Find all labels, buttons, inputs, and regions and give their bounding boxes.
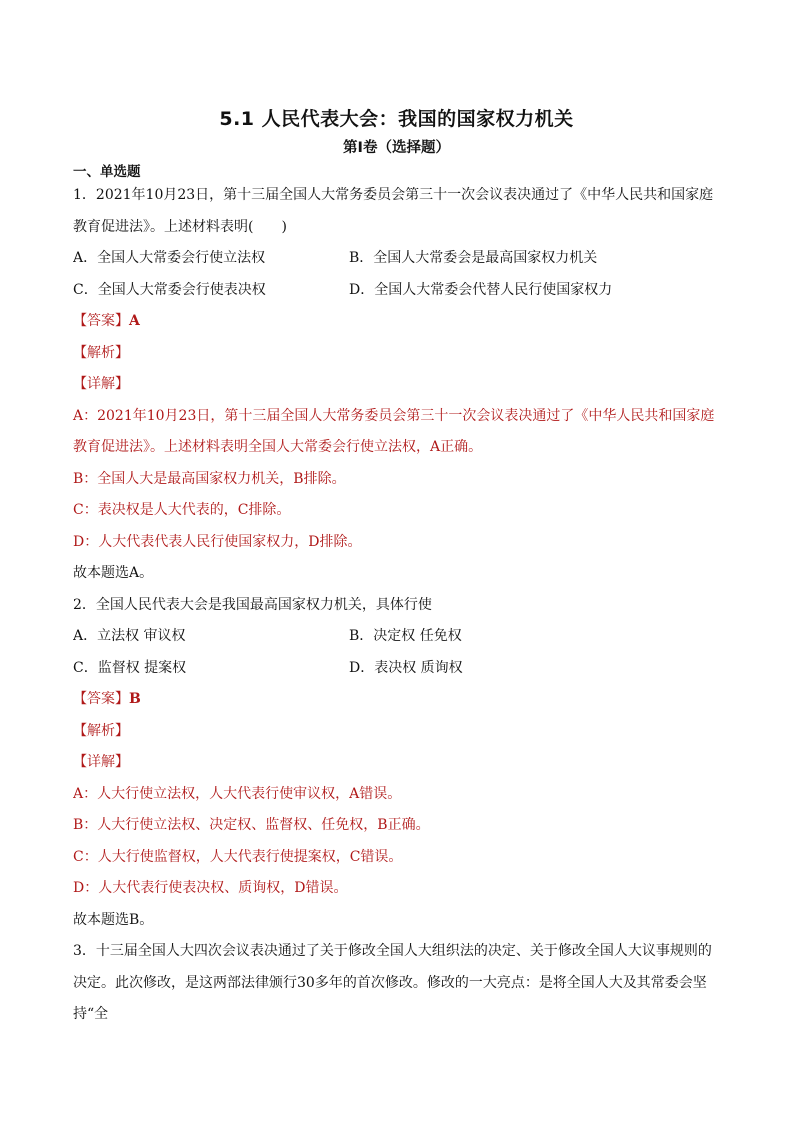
document-subtitle: 第Ⅰ卷（选择题） — [343, 140, 450, 156]
analysis-line-c: C：人大行使监督权，人大代表行使提案权，C错误。 — [73, 848, 403, 865]
conclusion: 故本题选B。 — [73, 911, 154, 928]
questions-body — [73, 180, 723, 1031]
question-3 — [73, 936, 723, 1031]
question-stem: 3．十三届全国人大四次会议表决通过了关于修改全国人大组织法的决定、关于修改全国人大议事规则的决定。此次修改，是这两部法律颁行30多年的首次修改。修改的一大亮点：是将全国人大及其常委会坚持“全 — [73, 943, 712, 1022]
document-title: 5.1 人民代表大会：我国的国家权力机关 — [219, 108, 574, 130]
conclusion: 故本题选A。 — [73, 565, 154, 581]
analysis-line-d: D：人大代表代表人民行使国家权力，D排除。 — [73, 533, 362, 550]
option-c: C．全国人大常委会行使表决权 — [73, 281, 266, 298]
options-row — [73, 621, 723, 653]
answer-line — [73, 306, 723, 338]
question-stem: 2．全国人民代表大会是我国最高国家权力机关，具体行使 — [73, 596, 432, 613]
analysis-line-a: A：2021年10月23日，第十三届全国人大常务委员会第三十一次会议表决通过了《中华人民共和国家庭教育促进法》。上述材料表明全国人大常委会行使立法权，A正确。 — [73, 407, 715, 455]
option-b: B．决定权 任免权 — [349, 628, 462, 644]
analysis-line-c: C：表决权是人大代表的，C排除。 — [73, 502, 291, 518]
options-row — [73, 243, 723, 275]
analysis-line-b: B：全国人大是最高国家权力机关，B排除。 — [73, 470, 346, 487]
answer-label: 【答案】 — [73, 313, 129, 329]
option-d: D．表决权 质询权 — [349, 659, 463, 676]
options-row — [73, 653, 723, 685]
options-row — [73, 275, 723, 307]
xiangjie-label: 【详解】 — [73, 376, 129, 392]
question-2 — [73, 590, 723, 937]
answer-label: 【答案】 — [73, 691, 129, 707]
xiangjie-label: 【详解】 — [73, 754, 129, 770]
question-1 — [73, 180, 723, 590]
answer-line — [73, 684, 723, 716]
answer-value: B — [129, 691, 141, 707]
option-c: C．监督权 提案权 — [73, 659, 187, 676]
answer-value: A — [129, 313, 140, 329]
option-b: B．全国人大常委会是最高国家权力机关 — [349, 250, 598, 266]
option-a: A．全国人大常委会行使立法权 — [73, 250, 266, 266]
jiexi-label: 【解析】 — [73, 722, 129, 739]
question-stem: 1．2021年10月23日，第十三届全国人大常务委员会第三十一次会议表决通过了《中华人民共和国家庭教育促进法》。上述材料表明( ) — [73, 187, 714, 235]
option-a: A．立法权 审议权 — [73, 628, 186, 644]
analysis-line-d: D：人大代表行使表决权、质询权，D错误。 — [73, 880, 348, 896]
analysis-line-a: A：人大行使立法权，人大代表行使审议权，A错误。 — [73, 785, 402, 802]
option-d: D．全国人大常委会代替人民行使国家权力 — [349, 281, 613, 298]
jiexi-label: 【解析】 — [73, 344, 129, 361]
analysis-line-b: B：人大行使立法权、决定权、监督权、任免权，B正确。 — [73, 817, 430, 833]
section-heading: 一、单选题 — [73, 164, 141, 180]
